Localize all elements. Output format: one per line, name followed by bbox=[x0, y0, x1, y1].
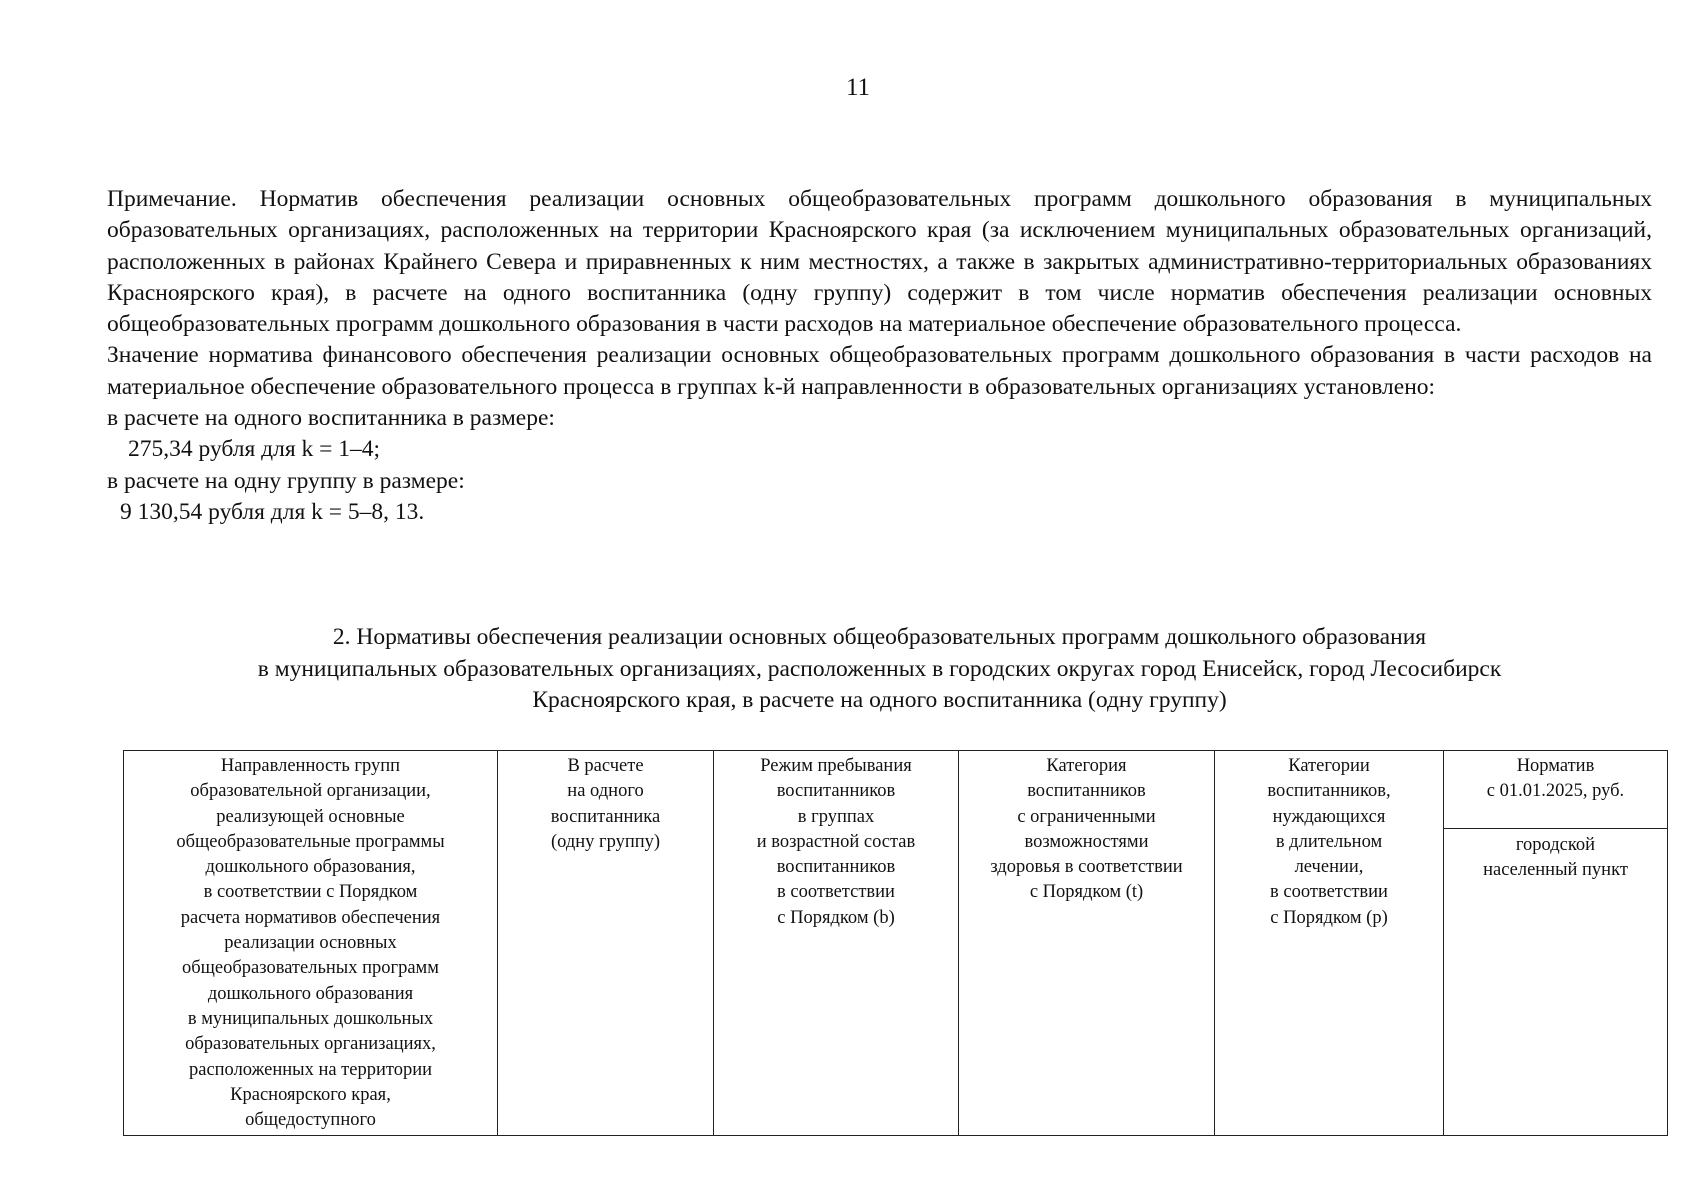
header-norm bbox=[1444, 751, 1668, 829]
header-group-focus-line: в муниципальных дошкольных bbox=[187, 1008, 434, 1029]
header-norm-line: Норматив bbox=[1516, 756, 1595, 776]
header-per-unit-line: на одного bbox=[567, 781, 644, 802]
header-category-p-line: с Порядком (p) bbox=[1270, 907, 1388, 928]
header-group-focus bbox=[124, 751, 498, 1136]
header-group-focus-line: общедоступного bbox=[245, 1110, 376, 1131]
header-category-p-line: лечении, bbox=[1294, 857, 1364, 878]
header-group-focus-line: Красноярского края, bbox=[230, 1084, 391, 1105]
section-title bbox=[107, 622, 1652, 717]
header-norm-urban-line: городской bbox=[1515, 835, 1596, 855]
header-category-p-line: воспитанников, bbox=[1267, 781, 1391, 802]
header-group-focus-line: образовательной организации, bbox=[190, 781, 431, 802]
header-per-unit-line: В расчете bbox=[567, 756, 644, 776]
header-group-focus-line: образовательных организациях, bbox=[185, 1034, 436, 1055]
header-group-focus-line: расчета нормативов обеспечения bbox=[180, 907, 441, 928]
header-group-focus-line: общеобразовательных программ bbox=[182, 958, 439, 979]
header-group-focus-line: общеобразовательные программы bbox=[176, 831, 445, 852]
header-category-t-line: с ограниченными bbox=[1017, 806, 1156, 827]
section-title-line-3: Красноярского края, в расчете на одного воспитанника (одну группу) bbox=[532, 687, 1227, 713]
header-category-t-line: с Порядком (t) bbox=[1029, 882, 1144, 903]
header-group-focus-line: дошкольного образования bbox=[207, 983, 414, 1004]
header-regime-line: воспитанников bbox=[776, 857, 896, 878]
per-group-value: 9 130,54 рубля для k = 5–8, 13. bbox=[120, 498, 425, 525]
header-category-t-line: воспитанников bbox=[1027, 781, 1146, 802]
page-number: 11 bbox=[845, 74, 871, 101]
header-category-p-line: в соответствии bbox=[1270, 882, 1388, 903]
header-regime-line: и возрастной состав bbox=[756, 831, 916, 852]
header-group-focus-line: дошкольного образования, bbox=[205, 857, 416, 878]
header-regime-line: в соответствии bbox=[777, 882, 895, 903]
section-title-line-1: 2. Нормативы обеспечения реализации основных общеобразовательных программ дошкольного образования bbox=[332, 624, 1427, 650]
section-title-line-2: в муниципальных образовательных организациях, расположенных в городских округах город Енисейск, город Лесосибирск bbox=[257, 655, 1502, 682]
header-norm-urban-line: населенный пункт bbox=[1483, 860, 1628, 881]
header-category-p-line: нуждающихся bbox=[1272, 806, 1386, 827]
header-regime bbox=[714, 751, 959, 1136]
header-per-unit-line: (одну группу) bbox=[550, 831, 661, 852]
header-category-t-line: Категория bbox=[1046, 756, 1127, 776]
header-group-focus-line: реализации основных bbox=[224, 933, 397, 954]
header-group-focus-line: в соответствии с Порядком bbox=[203, 882, 418, 903]
header-regime-line: Режим пребывания bbox=[760, 756, 912, 776]
header-group-focus-line: Направленность групп bbox=[220, 756, 401, 776]
norms-table bbox=[123, 750, 1668, 1136]
header-category-t-line: возможностями bbox=[1024, 831, 1149, 852]
note-block bbox=[107, 184, 1652, 528]
header-category-p bbox=[1215, 751, 1444, 1136]
header-category-p-line: в длительном bbox=[1275, 831, 1383, 852]
header-regime-line: воспитанников bbox=[776, 781, 896, 802]
header-regime-line: с Порядком (b) bbox=[777, 907, 895, 928]
header-norm-line: с 01.01.2025, руб. bbox=[1486, 781, 1625, 802]
header-category-t-line: здоровья в соответствии bbox=[990, 857, 1183, 878]
per-group-label: в расчете на одну группу в размере: bbox=[107, 467, 465, 494]
header-group-focus-line: расположенных на территории bbox=[188, 1059, 433, 1080]
note-paragraph-2: Значение норматива финансового обеспечения реализации основных общеобразовательных программ дошкольного образования в части расходов на материальное обеспечение образовательного процесса в группах k-й направленности в образовательных организациях установлено: bbox=[107, 342, 1652, 400]
header-per-unit-line: воспитанника bbox=[550, 806, 661, 827]
header-norm-urban bbox=[1444, 829, 1668, 1136]
header-category-p-line: Категории bbox=[1288, 756, 1370, 776]
header-category-t bbox=[959, 751, 1215, 1136]
per-child-value: 275,34 рубля для k = 1–4; bbox=[128, 436, 381, 463]
header-group-focus-line: реализующей основные bbox=[216, 806, 405, 827]
note-paragraph-1: Примечание. Норматив обеспечения реализации основных общеобразовательных программ дошкольного образования в муниципальных образовательных организациях, расположенных на территории Красноярского края (за исключением муниципальных образовательных организаций, расположенных в районах Крайнего Севера и приравненных к ним местностях, а также в закрытых административно-территориальных образованиях Красноярского края), в расчете на одного воспитанника (одну группу) содержит в том числе норматив обеспечения реализации основных общеобразовательных программ дошкольного образования в части расходов на материальное обеспечение образовательного процесса. bbox=[107, 186, 1652, 338]
header-regime-line: в группах bbox=[797, 806, 875, 827]
per-child-label: в расчете на одного воспитанника в размере: bbox=[107, 405, 555, 432]
header-per-unit bbox=[498, 751, 714, 1136]
